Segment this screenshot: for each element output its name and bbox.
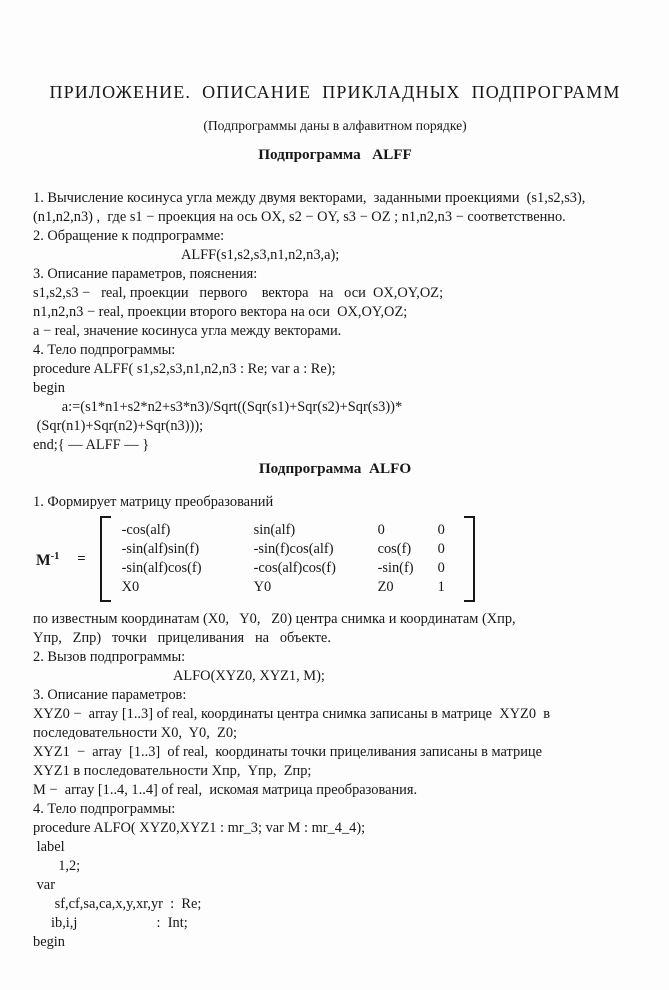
- matrix-cell: Z0: [377, 579, 394, 595]
- alfo-code-line: begin: [33, 934, 65, 950]
- equals-sign: =: [77, 550, 86, 567]
- alff-code-line: a:=(s1*n1+s2*n2+s3*n3)/Sqrt((Sqr(s1)+Sqr(s2)+Sqr(s3))*: [33, 399, 403, 415]
- alff-param: a − real, значение косинуса угла между векторами.: [33, 323, 342, 339]
- alfo-after-matrix-line: Yпр, Zпр) точки прицеливания на объекте.: [33, 630, 331, 646]
- matrix-exponent: -1: [50, 551, 60, 563]
- alfo-param-line: XYZ0 − array [1..3] of real, координаты центра снимка записаны в матрице XYZ0 в: [33, 706, 551, 722]
- section-heading-alfo: Подпрограмма ALFO: [258, 460, 412, 477]
- alfo-call-statement: ALFO(XYZ0, XYZ1, M);: [173, 668, 325, 684]
- matrix-cell: 0: [437, 541, 445, 557]
- page-subtitle: (Подпрограммы даны в алфавитном порядке): [203, 118, 467, 133]
- alff-code-line: end;{ — ALFF — }: [33, 437, 150, 453]
- matrix-bracket-right: [464, 516, 475, 602]
- alfo-code-line: ib,i,j : Int;: [33, 915, 188, 931]
- matrix-cell: -sin(f): [377, 560, 414, 576]
- matrix-cell: -sin(alf)cos(f): [121, 560, 202, 576]
- alfo-params-label: 3. Описание параметров:: [33, 687, 187, 703]
- matrix-grid: [111, 516, 464, 602]
- alfo-param-line: XYZ1 в последовательности Xпр, Yпр, Zпр;: [33, 763, 312, 779]
- matrix-cell: X0: [121, 579, 140, 595]
- alff-param: s1,s2,s3 − real, проекции первого вектора на оси OX,OY,OZ;: [33, 285, 444, 301]
- alfo-code-line: sf,cf,sa,ca,x,y,xr,yr : Re;: [33, 896, 202, 912]
- alff-description-line: 1. Вычисление косинуса угла между двумя векторами, заданными проекциями (s1,s2,s3),: [33, 190, 586, 206]
- matrix-lhs: [33, 547, 59, 570]
- alff-description-line: (n1,n2,n3) , где s1 − проекция на ось OX, s2 − OY, s3 − OZ ; n1,n2,n3 − соответственно.: [33, 209, 566, 225]
- alfo-body-label: 4. Тело подпрограммы:: [33, 801, 176, 817]
- section-heading-alff: Подпрограмма ALFF: [258, 146, 412, 163]
- matrix-body: [100, 516, 475, 602]
- alfo-after-matrix-line: по известным координатам (X0, Y0, Z0) центра снимка и координатам (Xпр,: [33, 611, 516, 627]
- alfo-code-line: procedure ALFO( XYZ0,XYZ1 : mr_3; var M : mr_4_4);: [33, 820, 366, 836]
- alff-body-label: 4. Тело подпрограммы:: [33, 342, 176, 358]
- matrix-cell: -cos(alf)cos(f): [253, 560, 336, 576]
- alfo-description-line: 1. Формирует матрицу преобразований: [33, 494, 274, 510]
- alfo-call-label: 2. Вызов подпрограммы:: [33, 649, 186, 665]
- matrix-cell: Y0: [253, 579, 272, 595]
- alff-code-line: begin: [33, 380, 65, 396]
- matrix-cell: -sin(alf)sin(f): [121, 541, 200, 557]
- page-title: ПРИЛОЖЕНИЕ. ОПИСАНИЕ ПРИКЛАДНЫХ ПОДПРОГРАММ: [49, 82, 621, 102]
- alff-call-statement: ALFF(s1,s2,s3,n1,n2,n3,a);: [181, 247, 340, 263]
- alfo-param-line: последовательности X0, Y0, Z0;: [33, 725, 238, 741]
- alff-params-label: 3. Описание параметров, пояснения:: [33, 266, 258, 282]
- matrix-cell: 0: [377, 522, 385, 538]
- matrix-symbol: M: [36, 552, 51, 570]
- alff-code-line: (Sqr(n1)+Sqr(n2)+Sqr(n3)));: [33, 418, 204, 434]
- matrix-cell: 0: [437, 560, 445, 576]
- alfo-param-line: M − array [1..4, 1..4] of real, искомая матрица преобразования.: [33, 782, 418, 798]
- matrix-cell: cos(f): [377, 541, 412, 557]
- matrix-equation: [33, 516, 637, 602]
- matrix-cell: 0: [437, 522, 445, 538]
- matrix-cell: -sin(f)cos(alf): [253, 541, 334, 557]
- matrix-cell: 1: [437, 579, 445, 595]
- alfo-code-line: 1,2;: [33, 858, 81, 874]
- alff-call-label: 2. Обращение к подпрограмме:: [33, 228, 225, 244]
- alff-code-line: procedure ALFF( s1,s2,s3,n1,n2,n3 : Re; var a : Re);: [33, 361, 336, 377]
- alff-param: n1,n2,n3 − real, проекции второго вектора на оси OX,OY,OZ;: [33, 304, 408, 320]
- matrix-cell: sin(alf): [253, 522, 296, 538]
- alfo-code-line: label: [33, 839, 65, 855]
- matrix-bracket-left: [100, 516, 111, 602]
- alfo-code-line: var: [33, 877, 55, 893]
- alfo-param-line: XYZ1 − array [1..3] of real, координаты точки прицеливания записаны в матрице: [33, 744, 542, 760]
- matrix-cell: -cos(alf): [121, 522, 171, 538]
